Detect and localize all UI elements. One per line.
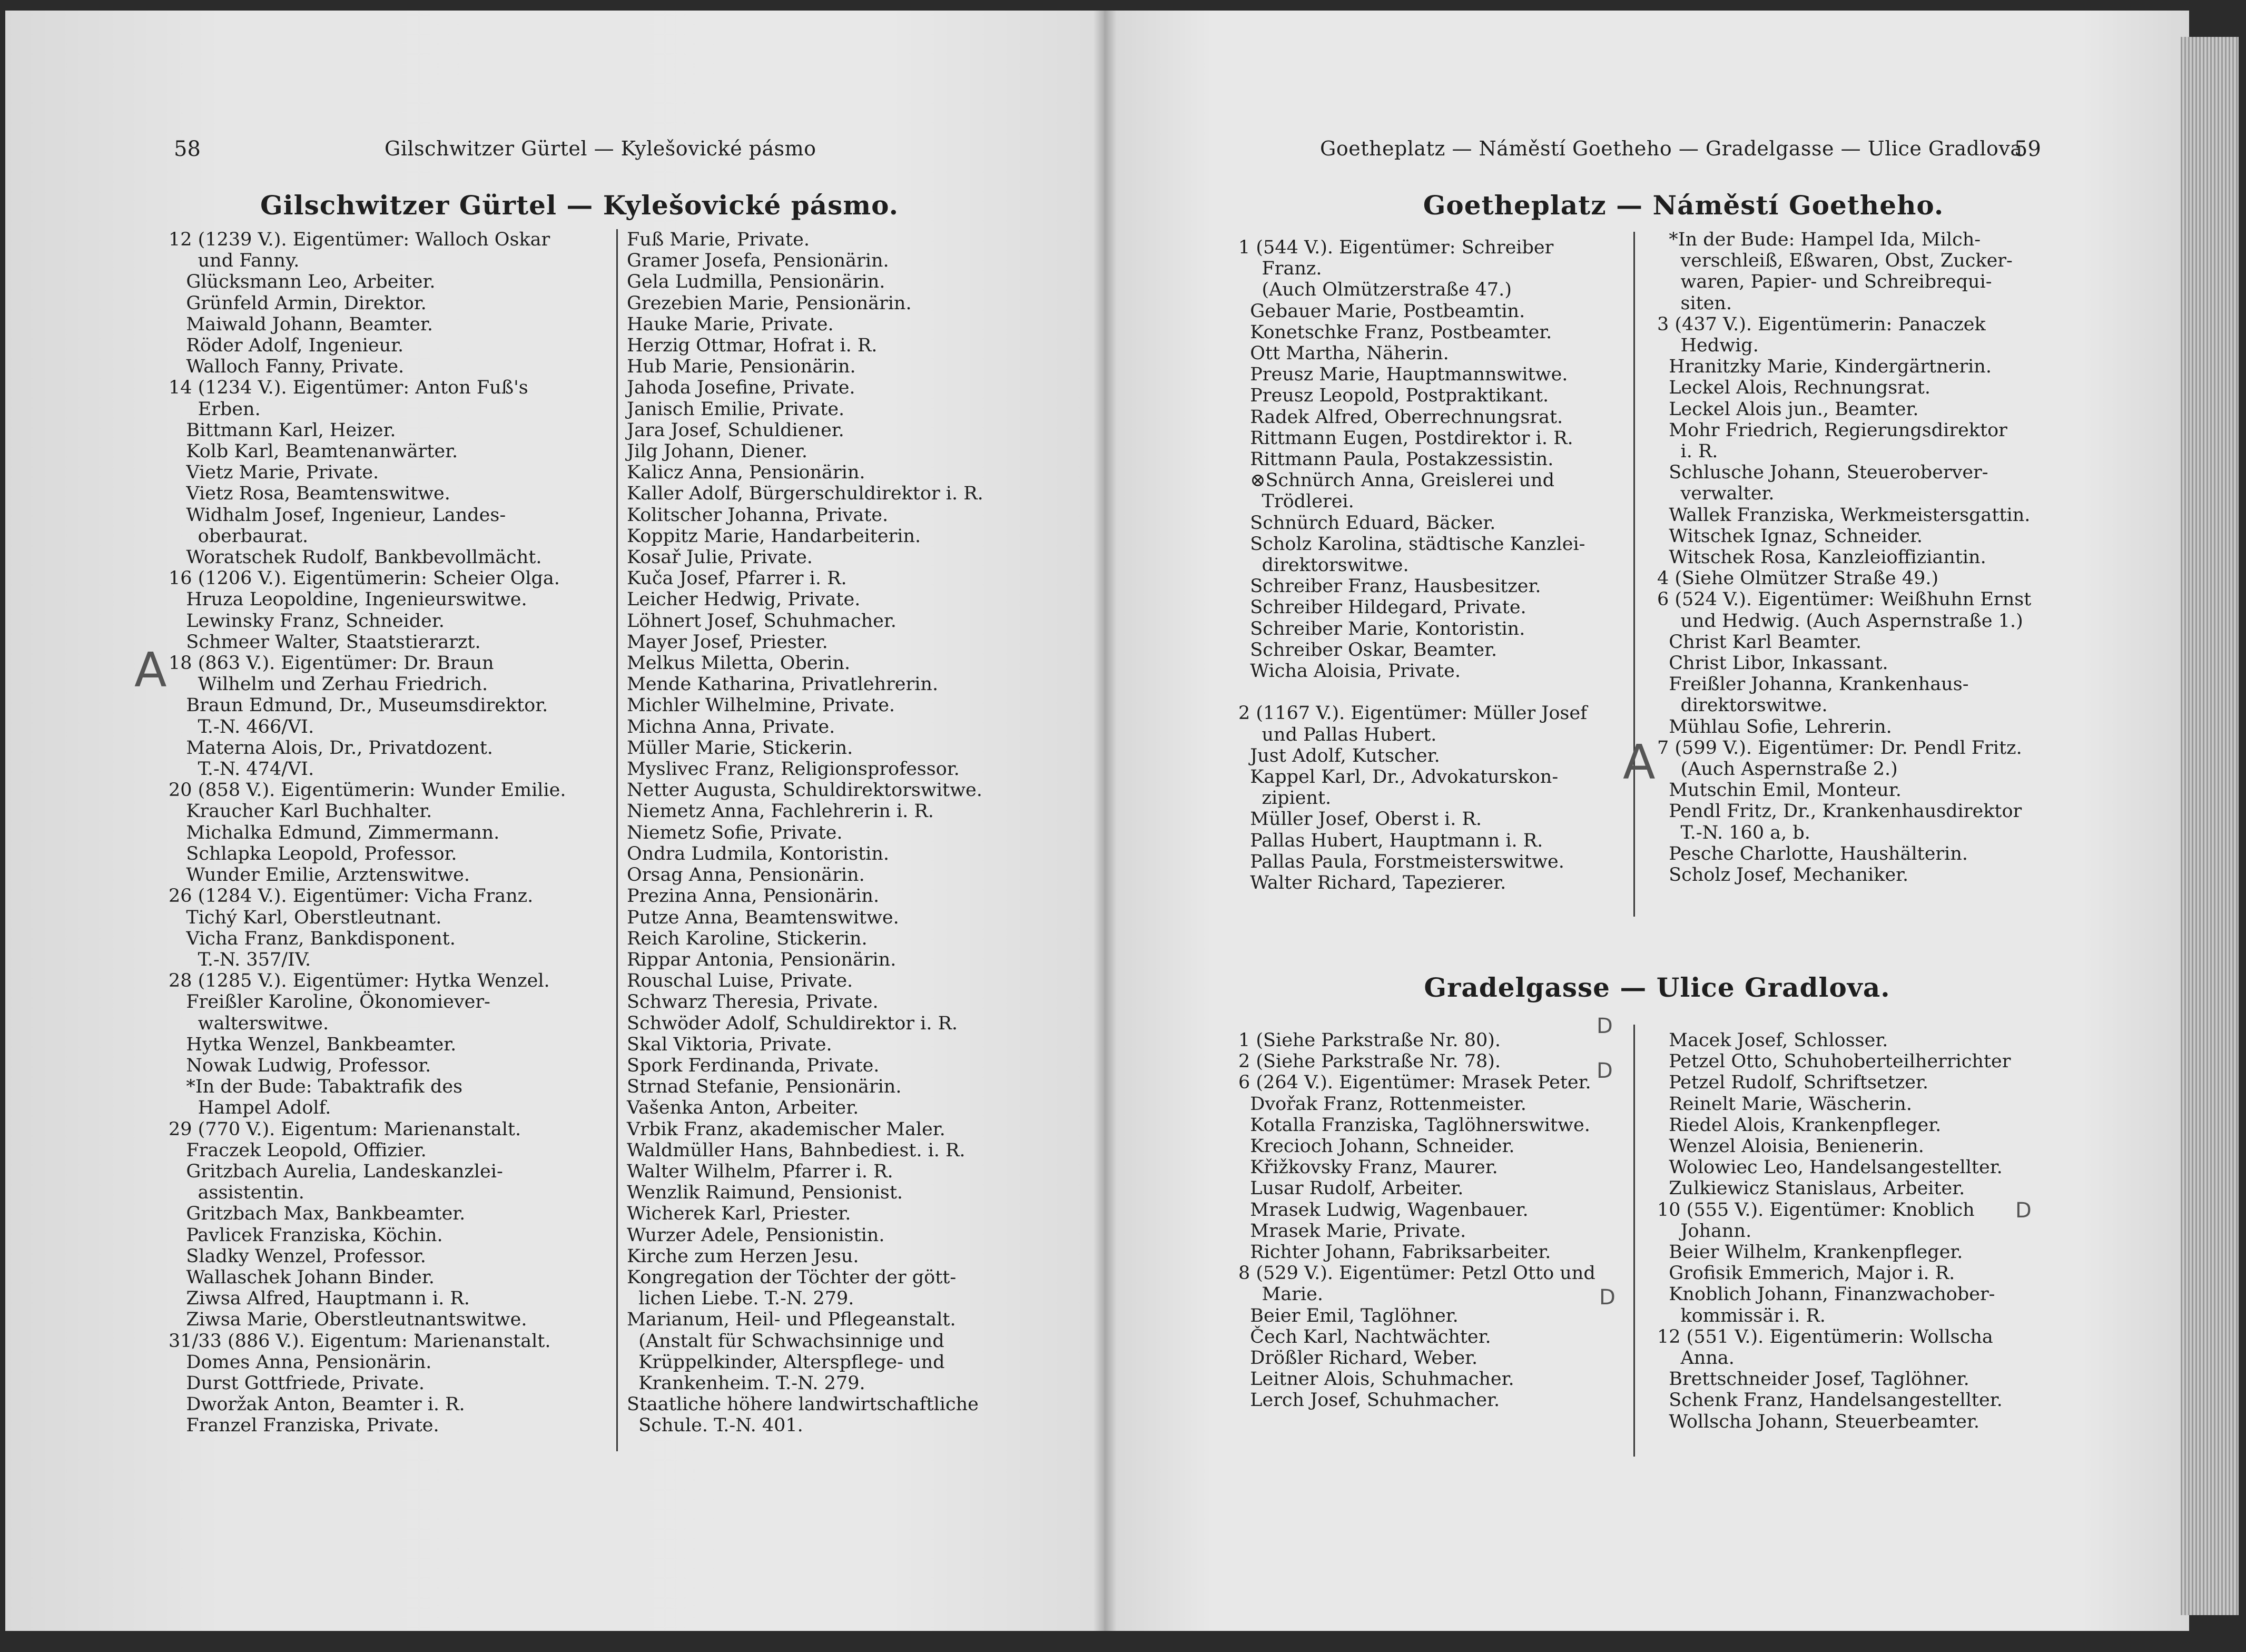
entry-line: Knoblich Johann, Finanzwachober- [1657, 1284, 1995, 1305]
entry-line: 6 (264 V.). Eigentümer: Mrasek Peter. [1238, 1072, 1591, 1094]
entry-line: Ondra Ludmila, Kontoristin. [627, 843, 890, 864]
entry-line: Bittmann Karl, Heizer. [169, 419, 396, 441]
entry-line: Gebauer Marie, Postbeamtin. [1238, 300, 1525, 322]
entry-line: Lewinsky Franz, Schneider. [169, 610, 445, 632]
entry-line: und Hedwig. (Auch Aspernstraße 1.) [1657, 610, 2023, 632]
entry-line: Schreiber Oskar, Beamter. [1238, 639, 1498, 661]
entry-line: Herzig Ottmar, Hofrat i. R. [627, 335, 878, 357]
entry-line: Michalka Edmund, Zimmermann. [169, 822, 500, 843]
entry-line: Janisch Emilie, Private. [627, 398, 845, 420]
entry-line: Myslivec Franz, Religionsprofessor. [627, 759, 960, 780]
entry-line: Schlapka Leopold, Professor. [169, 843, 457, 864]
book-gutter [1094, 11, 1117, 1631]
entry-line: i. R. [1657, 441, 1718, 463]
entry-line: Walloch Fanny, Private. [169, 356, 405, 378]
entry-line: Kuča Josef, Pfarrer i. R. [627, 568, 847, 589]
entry-line: Prezina Anna, Pensionärin. [627, 886, 880, 907]
entry-line: Schreiber Franz, Hausbesitzer. [1238, 576, 1541, 597]
entry-line: Franzel Franziska, Private. [169, 1415, 439, 1437]
entry-line: Beier Emil, Taglöhner. [1238, 1305, 1459, 1326]
entry-line: Grofisik Emmerich, Major i. R. [1657, 1263, 1955, 1284]
entry-line: Vrbik Franz, akademischer Maler. [627, 1118, 945, 1140]
entry-line: Gela Ludmilla, Pensionärin. [627, 271, 885, 293]
entry-line: Kirche zum Herzen Jesu. [627, 1245, 859, 1267]
entry-line: Müller Josef, Oberst i. R. [1238, 809, 1482, 830]
entry-line: Orsag Anna, Pensionärin. [627, 864, 865, 886]
entry-line: 1 (544 V.). Eigentümer: Schreiber [1238, 237, 1554, 258]
right-page [1104, 11, 2189, 1631]
entry-line: Schreiber Hildegard, Private. [1238, 597, 1526, 618]
entry-line: Witschek Rosa, Kanzleioffiziantin. [1657, 547, 1986, 568]
entry-line: Trödlerei. [1238, 491, 1354, 513]
entry-line: Wolowiec Leo, Handelsangestellter. [1657, 1157, 2003, 1178]
entry-line: Ott Martha, Näherin. [1238, 343, 1449, 365]
entry-line: Petzel Rudolf, Schriftsetzer. [1657, 1072, 1928, 1094]
entry-line: Hub Marie, Pensionärin. [627, 356, 856, 378]
entry-line: 16 (1206 V.). Eigentümerin: Scheier Olga. [169, 568, 560, 589]
entry-line: Domes Anna, Pensionärin. [169, 1351, 432, 1373]
entry-line [1238, 682, 1587, 703]
running-head-right: Goetheplatz — Náměstí Goetheho — Gradelgasse — Ulice Gradlova [1320, 137, 2023, 160]
entry-line: Waldmüller Hans, Bahnbediest. i. R. [627, 1139, 966, 1161]
entry-line: Mayer Josef, Priester. [627, 631, 828, 653]
entry-line: Schwöder Adolf, Schuldirektor i. R. [627, 1012, 958, 1034]
entry-line: Fraczek Leopold, Offizier. [169, 1139, 427, 1161]
entry-line: und Fanny. [169, 250, 300, 272]
left-column-2 [627, 229, 983, 1437]
entry-line: Schnürch Eduard, Bäcker. [1238, 512, 1496, 534]
entry-line: 18 (863 V.). Eigentümer: Dr. Braun [169, 653, 494, 674]
entry-line: Schlusche Johann, Steueroberver- [1657, 462, 1988, 484]
entry-line: Wallek Franziska, Werkmeistersgattin. [1657, 504, 2031, 526]
entry-line: Pendl Fritz, Dr., Krankenhausdirektor [1657, 801, 2022, 822]
entry-line: und Pallas Hubert. [1238, 724, 1437, 745]
entry-line: Strnad Stefanie, Pensionärin. [627, 1076, 902, 1098]
entry-line: Vicha Franz, Bankdisponent. [169, 928, 456, 949]
margin-note-pencil: D [2015, 1198, 2032, 1223]
entry-line: Lerch Josef, Schuhmacher. [1238, 1390, 1500, 1411]
entry-line: Lusar Rudolf, Arbeiter. [1238, 1178, 1464, 1199]
entry-line: direktorswitwe. [1238, 555, 1409, 576]
entry-line: Wicherek Karl, Priester. [627, 1203, 851, 1225]
entry-line: Wenzlik Raimund, Pensionist. [627, 1182, 903, 1204]
entry-line: Hranitzky Marie, Kindergärtnerin. [1657, 356, 1992, 378]
left-column-1 [169, 229, 566, 1437]
margin-note-pencil: D [1599, 1285, 1615, 1310]
entry-line: Richter Johann, Fabriksarbeiter. [1238, 1242, 1551, 1263]
entry-line: Wallaschek Johann Binder. [169, 1266, 435, 1288]
entry-line: Jahoda Josefine, Private. [627, 377, 855, 399]
entry-line: Radek Alfred, Oberrechnungsrat. [1238, 406, 1563, 428]
gradelgasse-column-2 [1657, 1030, 2011, 1432]
entry-line: T.-N. 357/IV. [169, 949, 311, 970]
entry-line: Kaller Adolf, Bürgerschuldirektor i. R. [627, 483, 983, 505]
entry-line: ⊗Schnürch Anna, Greislerei und [1238, 470, 1554, 491]
entry-line: Just Adolf, Kutscher. [1238, 745, 1440, 766]
left-page [5, 11, 1104, 1631]
entry-line: Dworžak Anton, Beamter i. R. [169, 1394, 465, 1415]
entry-line: oberbaurat. [169, 525, 309, 547]
entry-line: Konetschke Franz, Postbeamter. [1238, 321, 1552, 343]
entry-line: Fuß Marie, Private. [627, 229, 810, 250]
entry-line: 20 (858 V.). Eigentümerin: Wunder Emilie. [169, 780, 566, 801]
entry-line: Staatliche höhere landwirtschaftliche [627, 1394, 979, 1415]
entry-line: Koppitz Marie, Handarbeiterin. [627, 525, 921, 547]
entry-line: Marie. [1238, 1284, 1323, 1305]
entry-line: 26 (1284 V.). Eigentümer: Vicha Franz. [169, 886, 534, 907]
entry-line: Widhalm Josef, Ingenieur, Landes- [169, 504, 506, 526]
entry-line: 31/33 (886 V.). Eigentum: Marienanstalt. [169, 1330, 551, 1352]
entry-line: Wurzer Adele, Pensionistin. [627, 1224, 885, 1246]
entry-line: Glücksmann Leo, Arbeiter. [169, 271, 436, 293]
entry-line: Witschek Ignaz, Schneider. [1657, 525, 1923, 547]
entry-line: Michler Wilhelmine, Private. [627, 695, 895, 716]
entry-line: Leicher Hedwig, Private. [627, 589, 861, 611]
entry-line: Spork Ferdinanda, Private. [627, 1055, 880, 1076]
entry-line: Křižkovsky Franz, Maurer. [1238, 1157, 1498, 1178]
entry-line: Kolb Karl, Beamtenanwärter. [169, 441, 458, 463]
entry-line: Erben. [169, 398, 261, 420]
entry-line: Dvořak Franz, Rottenmeister. [1238, 1093, 1526, 1115]
column-divider [1633, 1025, 1635, 1457]
entry-line: 29 (770 V.). Eigentum: Marienanstalt. [169, 1118, 521, 1140]
entry-line: Vašenka Anton, Arbeiter. [627, 1097, 859, 1119]
goetheplatz-column-2 [1657, 229, 2031, 886]
running-head-left: Gilschwitzer Gürtel — Kylešovické pásmo [385, 137, 816, 160]
entry-line: Gritzbach Aurelia, Landeskanzlei- [169, 1161, 503, 1182]
entry-line: Reich Karoline, Stickerin. [627, 928, 868, 949]
entry-line: Freißler Johanna, Krankenhaus- [1657, 674, 1969, 695]
entry-line: waren, Papier- und Schreibrequi- [1657, 271, 1992, 293]
entry-line: 7 (599 V.). Eigentümer: Dr. Pendl Fritz. [1657, 737, 2022, 759]
section-title-goetheplatz: Goetheplatz — Náměstí Goetheho. [1423, 190, 1944, 221]
entry-line: Skal Viktoria, Private. [627, 1034, 832, 1055]
entry-line: siten. [1657, 292, 1732, 314]
entry-line: 12 (551 V.). Eigentümerin: Wollscha [1657, 1326, 1993, 1348]
entry-line: Gritzbach Max, Bankbeamter. [169, 1203, 466, 1225]
entry-line: Grezebien Marie, Pensionärin. [627, 292, 912, 314]
entry-line: Niemetz Sofie, Private. [627, 822, 843, 843]
entry-line: Anna. [1657, 1348, 1735, 1369]
entry-line: 6 (524 V.). Eigentümer: Weißhuhn Ernst [1657, 589, 2032, 611]
entry-line: 12 (1239 V.). Eigentümer: Walloch Oskar [169, 229, 550, 250]
gradelgasse-column-1 [1238, 1030, 1595, 1411]
entry-line: Mrasek Marie, Private. [1238, 1220, 1466, 1242]
column-divider [616, 229, 618, 1451]
entry-line: Walter Wilhelm, Pfarrer i. R. [627, 1161, 893, 1182]
margin-note-pencil: A [1623, 735, 1656, 790]
entry-line: Schule. T.-N. 401. [627, 1415, 803, 1437]
entry-line: Hytka Wenzel, Bankbeamter. [169, 1034, 457, 1055]
entry-line: verwalter. [1657, 483, 1775, 505]
entry-line: (Auch Olmützerstraße 47.) [1238, 279, 1512, 301]
entry-line: Tichý Karl, Oberstleutnant. [169, 907, 442, 928]
entry-line: Freißler Karoline, Ökonomiever- [169, 991, 490, 1013]
entry-line: Krankenheim. T.-N. 279. [627, 1372, 865, 1394]
entry-line: Ziwsa Alfred, Hauptmann i. R. [169, 1288, 470, 1310]
entry-line: T.-N. 160 a, b. [1657, 822, 1810, 843]
entry-line: Rippar Antonia, Pensionärin. [627, 949, 897, 970]
entry-line: Kappel Karl, Dr., Advokaturskon- [1238, 766, 1559, 788]
entry-line: Wollscha Johann, Steuerbeamter. [1657, 1411, 1979, 1432]
entry-line: Macek Josef, Schlosser. [1657, 1030, 1888, 1051]
entry-line: Woratschek Rudolf, Bankbevollmächt. [169, 547, 542, 568]
entry-line: Scholz Josef, Mechaniker. [1657, 864, 1909, 886]
entry-line: Preusz Marie, Hauptmannswitwe. [1238, 364, 1568, 386]
entry-line: Schenk Franz, Handelsangestellter. [1657, 1390, 2003, 1411]
section-title-gilschwitzer: Gilschwitzer Gürtel — Kylešovické pásmo. [260, 190, 899, 221]
entry-line: Niemetz Anna, Fachlehrerin i. R. [627, 801, 934, 822]
entry-line: Scholz Karolina, städtische Kanzlei- [1238, 533, 1585, 555]
entry-line: (Auch Aspernstraße 2.) [1657, 759, 1898, 780]
entry-line: Kalicz Anna, Pensionärin. [627, 462, 865, 484]
entry-line: Putze Anna, Beamtenswitwe. [627, 907, 899, 928]
entry-line: Leitner Alois, Schuhmacher. [1238, 1369, 1514, 1390]
entry-line: 1 (Siehe Parkstraße Nr. 80). [1238, 1030, 1501, 1051]
entry-line: Hampel Adolf. [169, 1097, 331, 1119]
entry-line: Rouschal Luise, Private. [627, 970, 853, 992]
entry-line: zipient. [1238, 788, 1332, 809]
entry-line: 28 (1285 V.). Eigentümer: Hytka Wenzel. [169, 970, 550, 992]
entry-line: Rittmann Paula, Postakzessistin. [1238, 449, 1554, 470]
entry-line: direktorswitwe. [1657, 695, 1828, 716]
entry-line: Walter Richard, Tapezierer. [1238, 872, 1506, 894]
entry-line: Preusz Leopold, Postpraktikant. [1238, 385, 1549, 407]
entry-line: Beier Wilhelm, Krankenpfleger. [1657, 1242, 1963, 1263]
entry-line: Michna Anna, Private. [627, 716, 835, 738]
entry-line: Riedel Alois, Krankenpfleger. [1657, 1114, 1942, 1136]
entry-line: assistentin. [169, 1182, 304, 1204]
entry-line: Pavlicek Franziska, Köchin. [169, 1224, 443, 1246]
entry-line: Wicha Aloisia, Private. [1238, 661, 1461, 682]
entry-line: Wilhelm und Zerhau Friedrich. [169, 674, 488, 695]
entry-line: Kongregation der Töchter der gött- [627, 1266, 957, 1288]
entry-line: Mutschin Emil, Monteur. [1657, 780, 1902, 801]
entry-line: walterswitwe. [169, 1012, 329, 1034]
entry-line: verschleiß, Eßwaren, Obst, Zucker- [1657, 250, 2013, 272]
entry-line: Schreiber Marie, Kontoristin. [1238, 618, 1525, 640]
entry-line: Petzel Otto, Schuhoberteilherrichter [1657, 1051, 2011, 1073]
entry-line: *In der Bude: Hampel Ida, Milch- [1657, 229, 1981, 250]
margin-note-pencil: D [1597, 1014, 1613, 1038]
entry-line: 3 (437 V.). Eigentümerin: Panaczek [1657, 313, 1986, 335]
entry-line: Hruza Leopoldine, Ingenieurswitwe. [169, 589, 527, 611]
entry-line: Reinelt Marie, Wäscherin. [1657, 1093, 1912, 1115]
entry-line: Schmeer Walter, Staatstierarzt. [169, 631, 481, 653]
entry-line: (Anstalt für Schwachsinnige und [627, 1330, 944, 1352]
entry-line: Johann. [1657, 1220, 1752, 1242]
entry-line: Sladky Wenzel, Professor. [169, 1245, 426, 1267]
entry-line: Löhnert Josef, Schuhmacher. [627, 610, 897, 632]
section-title-gradelgasse: Gradelgasse — Ulice Gradlova. [1424, 972, 1890, 1003]
entry-line: Krüppelkinder, Alterspflege- und [627, 1351, 945, 1373]
entry-line: Christ Libor, Inkassant. [1657, 653, 1888, 674]
entry-line: Wunder Emilie, Arztenswitwe. [169, 864, 470, 886]
entry-line: Maiwald Johann, Beamter. [169, 313, 433, 335]
entry-line: Kolitscher Johanna, Private. [627, 504, 889, 526]
entry-line: Leckel Alois jun., Beamter. [1657, 398, 1919, 420]
page-number-left: 58 [174, 137, 201, 161]
entry-line: 2 (Siehe Parkstraße Nr. 78). [1238, 1051, 1501, 1073]
entry-line: 10 (555 V.). Eigentümer: Knoblich [1657, 1199, 1975, 1221]
entry-line: 2 (1167 V.). Eigentümer: Müller Josef [1238, 703, 1588, 724]
entry-line: Grünfeld Armin, Direktor. [169, 292, 427, 314]
entry-line: Mende Katharina, Privatlehrerin. [627, 674, 939, 695]
entry-line: Mrasek Ludwig, Wagenbauer. [1238, 1199, 1529, 1221]
entry-line: 8 (529 V.). Eigentümer: Petzl Otto und [1238, 1263, 1595, 1284]
entry-line: Kotalla Franziska, Taglöhnerswitwe. [1238, 1114, 1590, 1136]
entry-line: Brettschneider Josef, Taglöhner. [1657, 1369, 1969, 1390]
entry-line: Pallas Paula, Forstmeisterswitwe. [1238, 851, 1564, 872]
margin-note-pencil: A [134, 643, 167, 698]
entry-line: Wenzel Aloisia, Benienerin. [1657, 1136, 1924, 1157]
entry-line: Krecioch Johann, Schneider. [1238, 1136, 1515, 1157]
entry-line: Müller Marie, Stickerin. [627, 737, 853, 759]
entry-line: Nowak Ludwig, Professor. [169, 1055, 431, 1076]
column-divider [1633, 232, 1635, 917]
entry-line: Mühlau Sofie, Lehrerin. [1657, 716, 1892, 738]
entry-line: Jilg Johann, Diener. [627, 441, 808, 463]
entry-line: Hauke Marie, Private. [627, 313, 834, 335]
entry-line: Hedwig. [1657, 335, 1759, 357]
entry-line: Vietz Rosa, Beamtenswitwe. [169, 483, 450, 505]
entry-line: Pesche Charlotte, Haushälterin. [1657, 843, 1968, 864]
entry-line: 14 (1234 V.). Eigentümer: Anton Fuß's [169, 377, 528, 399]
entry-line: Netter Augusta, Schuldirektorswitwe. [627, 780, 982, 801]
page-number-right: 59 [2014, 137, 2041, 161]
entry-line: Melkus Miletta, Oberin. [627, 653, 851, 674]
page-edges [2181, 37, 2239, 1615]
entry-line: Christ Karl Beamter. [1657, 631, 1861, 653]
entry-line: T.-N. 466/VI. [169, 716, 314, 738]
entry-line: Jara Josef, Schuldiener. [627, 419, 844, 441]
entry-line: Franz. [1238, 258, 1322, 280]
entry-line: Pallas Hubert, Hauptmann i. R. [1238, 830, 1543, 851]
entry-line: Kosař Julie, Private. [627, 547, 813, 568]
entry-line: *In der Bude: Tabaktrafik des [169, 1076, 463, 1098]
entry-line: T.-N. 474/VI. [169, 759, 314, 780]
entry-line: Zulkiewicz Stanislaus, Arbeiter. [1657, 1178, 1965, 1199]
entry-line: 4 (Siehe Olmützer Straße 49.) [1657, 568, 1939, 589]
entry-line: Braun Edmund, Dr., Museumsdirektor. [169, 695, 548, 716]
entry-line: kommissär i. R. [1657, 1305, 1826, 1326]
entry-line: Durst Gottfriede, Private. [169, 1372, 425, 1394]
entry-line: Ziwsa Marie, Oberstleutnantswitwe. [169, 1309, 527, 1331]
entry-line: Rittmann Eugen, Postdirektor i. R. [1238, 427, 1573, 449]
entry-line: Drößler Richard, Weber. [1238, 1348, 1478, 1369]
entry-line: lichen Liebe. T.-N. 279. [627, 1288, 854, 1310]
entry-line: Vietz Marie, Private. [169, 462, 379, 484]
entry-line: Kraucher Karl Buchhalter. [169, 801, 432, 822]
entry-line: Materna Alois, Dr., Privatdozent. [169, 737, 493, 759]
entry-line: Čech Karl, Nachtwächter. [1238, 1326, 1491, 1348]
entry-line: Röder Adolf, Ingenieur. [169, 335, 404, 357]
goetheplatz-column-1 [1238, 237, 1587, 893]
entry-line: Schwarz Theresia, Private. [627, 991, 879, 1013]
entry-line: Marianum, Heil- und Pflegeanstalt. [627, 1309, 956, 1331]
entry-line: Mohr Friedrich, Regierungsdirektor [1657, 419, 2007, 441]
entry-line: Leckel Alois, Rechnungsrat. [1657, 377, 1930, 399]
entry-line: Gramer Josefa, Pensionärin. [627, 250, 889, 272]
margin-note-pencil: D [1597, 1059, 1613, 1083]
